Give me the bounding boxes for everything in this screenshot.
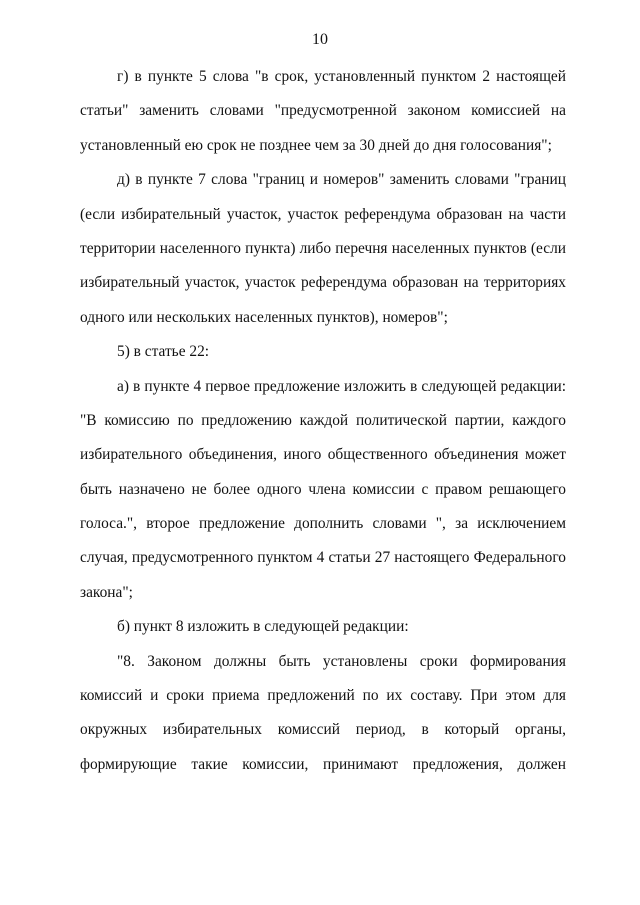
text-line: (если избирательный участок, участок референдума образован на части — [80, 205, 566, 223]
text-line: избирательного объединения, иного общественного объединения может — [80, 446, 566, 464]
text-line: случая, предусмотренного пунктом 4 статьи 27 настоящего Федерального — [80, 549, 566, 567]
document-body — [80, 60, 566, 782]
text-line: территории населенного пункта) либо перечня населенных пунктов (если — [80, 239, 566, 257]
text-line: "8. Законом должны быть установлены сроки формирования — [117, 652, 566, 670]
text-line: статьи" заменить словами "предусмотренной законом комиссией на — [80, 102, 566, 120]
text-line: б) пункт 8 изложить в следующей редакции: — [117, 618, 409, 636]
text-line: "В комиссию по предложению каждой политической партии, каждого — [80, 411, 566, 429]
text-line: избирательный участок, участок референдума образован на территориях — [80, 274, 566, 292]
text-line: установленный ею срок не позднее чем за 30 дней до дня голосования"; — [80, 136, 552, 154]
text-line: одного или нескольких населенных пунктов), номеров"; — [80, 308, 448, 326]
text-line: закона"; — [80, 583, 133, 601]
text-line: комиссий и сроки приема предложений по их составу. При этом для — [80, 687, 566, 705]
text-line: быть назначено не более одного члена комиссии с правом решающего — [80, 480, 566, 498]
text-line: 5) в статье 22: — [117, 343, 210, 361]
text-line: формирующие такие комиссии, принимают предложения, должен — [80, 755, 566, 773]
page-number: 10 — [312, 31, 328, 48]
text-line: голоса.", второе предложение дополнить словами ", за исключением — [80, 515, 566, 533]
text-line: окружных избирательных комиссий период, в который органы, — [80, 721, 566, 739]
text-line: г) в пункте 5 слова "в срок, установленный пунктом 2 настоящей — [117, 68, 566, 85]
text-line: а) в пункте 4 первое предложение изложить в следующей редакции: — [117, 377, 566, 395]
text-line: д) в пункте 7 слова "границ и номеров" заменить словами "границ — [117, 171, 566, 189]
